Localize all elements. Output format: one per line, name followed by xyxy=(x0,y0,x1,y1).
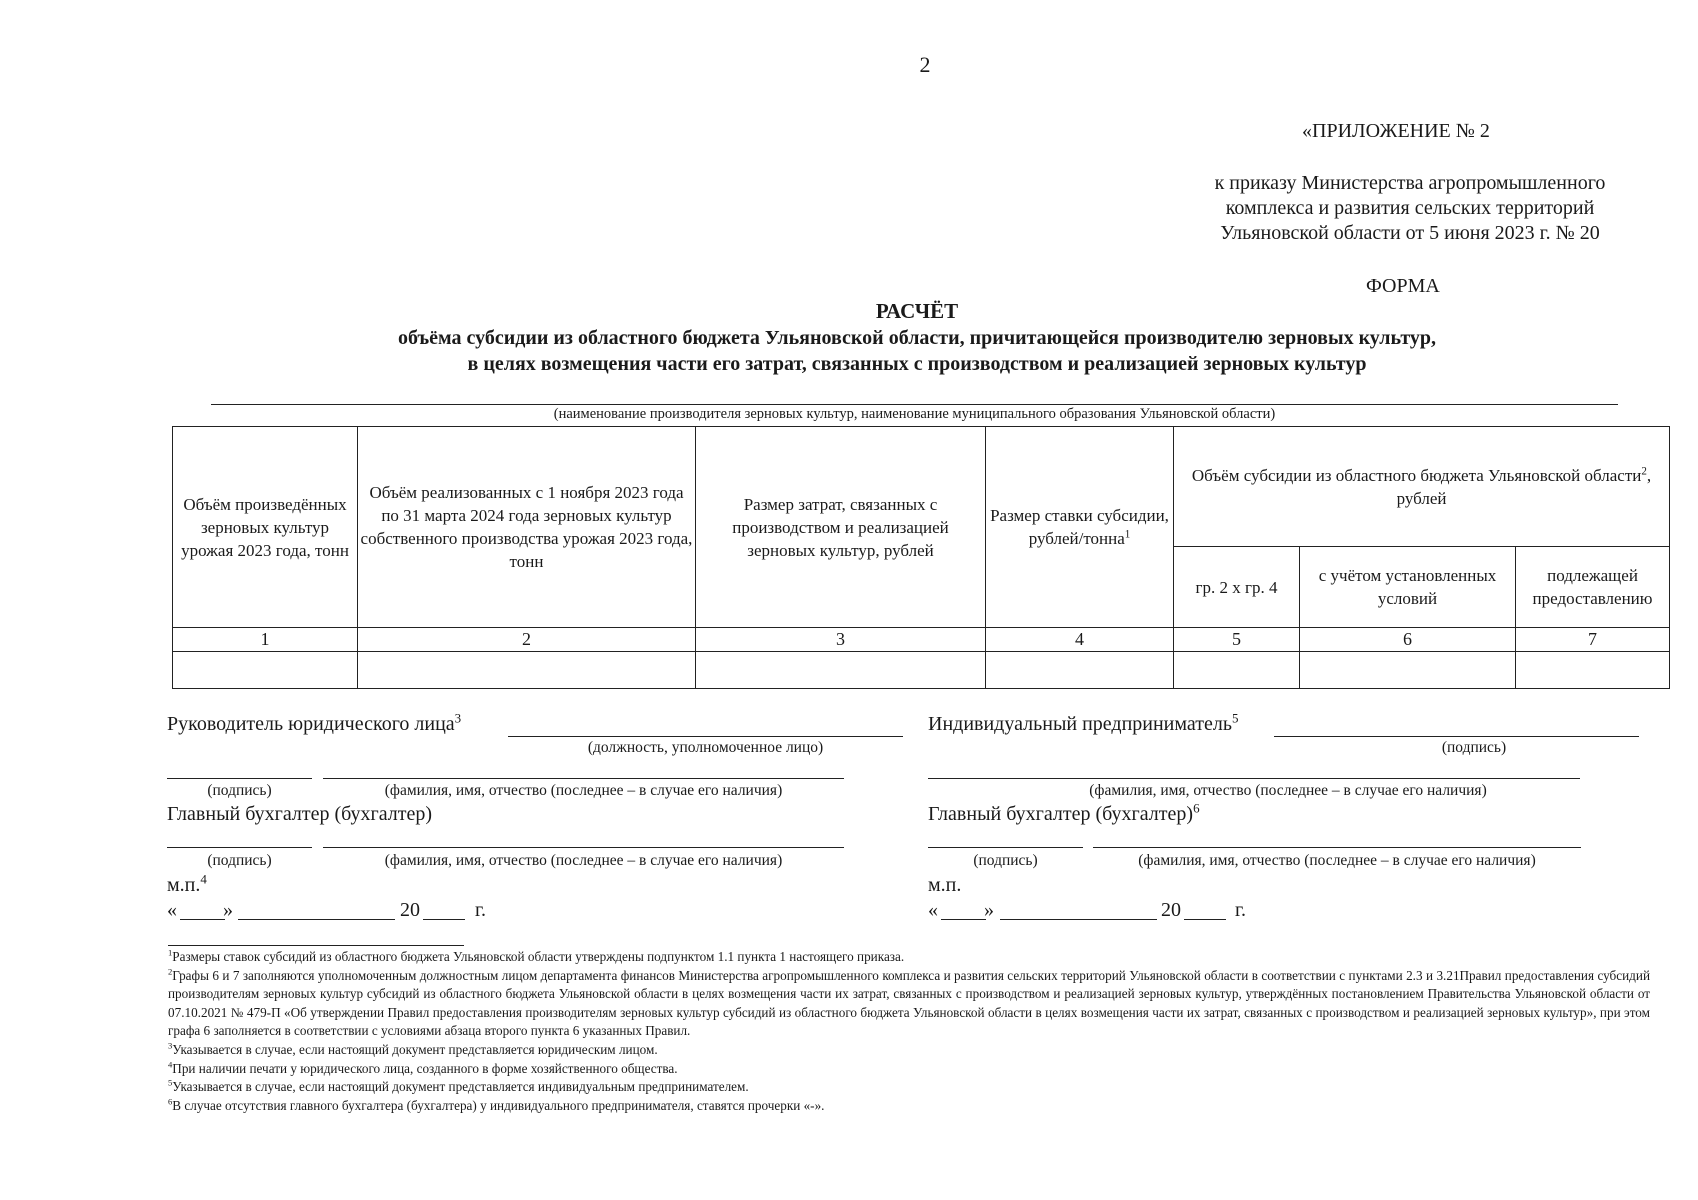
column-numbers-row xyxy=(173,628,1670,651)
month-line[interactable] xyxy=(238,919,395,920)
full-name-caption: (фамилия, имя, отчество (последнее – в случае его наличия) xyxy=(1138,852,1536,869)
data-row xyxy=(173,651,1670,688)
year-line[interactable] xyxy=(1184,919,1226,920)
column-number: 6 xyxy=(1300,628,1516,651)
data-cell[interactable] xyxy=(173,651,358,688)
year-line[interactable] xyxy=(423,919,465,920)
column-number: 3 xyxy=(696,628,986,651)
position-caption: (должность, уполномоченное лицо) xyxy=(587,739,824,756)
year-suffix: г. xyxy=(1235,899,1246,921)
footnote-ref: 2 xyxy=(1641,465,1647,478)
header-col-2: Объём реализованных с 1 ноября 2023 года по 31 марта 2024 года зерновых культур собственного производства урожая 2023 года, тонн xyxy=(358,427,696,628)
footnote: $^4$При наличии печати у юридического лица, созданного в форме хозяйственного общества. xyxy=(168,1059,678,1076)
position-line[interactable] xyxy=(508,736,903,737)
month-line[interactable] xyxy=(1000,919,1157,920)
appendix-title: «ПРИЛОЖЕНИЕ № 2 xyxy=(1302,120,1490,142)
form-label: ФОРМА xyxy=(1366,275,1440,297)
year-prefix: 20 xyxy=(1161,899,1181,921)
footnote-ref: 4 xyxy=(200,871,207,887)
signature-line[interactable] xyxy=(167,847,312,848)
page-number: 2 xyxy=(919,52,931,77)
column-number: 1 xyxy=(173,628,358,651)
chief-accountant-label: Главный бухгалтер (бухгалтер) xyxy=(167,803,433,825)
footnote: $^2$Графы 6 и 7 заполняются уполномоченным должностным лицом департамента финансов Министерства агропромышленного комплекса и развития сельских территорий Ульяновской области в соответствии с пунктами 2.3 и 3.21Правил предоставления субсидий производителям зерновых культур субсидий из областного бюджета Ульяновской области в целях возмещения части их затрат, связанных с производством и реализацией зерновых культур, утверждённых постановлением Правительства Ульяновской области от 07.10.2021 № 479-П «Об утверждении Правил предоставления производителям зерновых культур субсидий из областного бюджета Ульяновской области в целях возмещения части их затрат, связанных с производством и реализацией зерновых культур», при этом графа 6 заполняется в соответствии с условиями абзаца второго пункта 6 указанных Правил. xyxy=(168,966,1650,1039)
full-name-line[interactable] xyxy=(1093,847,1581,848)
date-quote-open: « xyxy=(928,899,938,921)
signature-line[interactable] xyxy=(167,778,312,779)
signature-line[interactable] xyxy=(928,847,1083,848)
appendix-ref-line: комплекса и развития сельских территорий xyxy=(1225,197,1595,219)
entrepreneur-label: Индивидуальный предприниматель$^5$ xyxy=(928,710,1239,735)
header-group-subsidy xyxy=(1174,427,1670,547)
signature-caption: (подпись) xyxy=(1441,739,1507,756)
column-number: 4 xyxy=(986,628,1174,651)
footnote-separator xyxy=(168,945,464,946)
data-cell[interactable] xyxy=(1300,651,1516,688)
producer-name-line xyxy=(211,404,1618,405)
footnotes xyxy=(168,948,1650,1115)
full-name-caption: (фамилия, имя, отчество (последнее – в случае его наличия) xyxy=(1089,782,1487,799)
footnote-ref: 5 xyxy=(1231,710,1239,726)
column-number: 2 xyxy=(358,628,696,651)
appendix-ref-line: Ульяновской области от 5 июня 2023 г. № 20 xyxy=(1220,222,1600,244)
column-number: 5 xyxy=(1174,628,1300,651)
full-name-line[interactable] xyxy=(323,847,844,848)
header-col-3: Размер затрат, связанных с производством и реализацией зерновых культур, рублей xyxy=(696,427,986,628)
head-of-legal-entity-label: Руководитель юридического лица$^3$ xyxy=(167,710,462,735)
footnote-ref: 6 xyxy=(1193,800,1200,816)
producer-caption: (наименование производителя зерновых культур, наименование муниципального образования Ульяновской области) xyxy=(553,406,1276,422)
document-title: РАСЧЁТ xyxy=(875,299,959,323)
footnote: $^1$Размеры ставок субсидий из областного бюджета Ульяновской области утверждены подпунктом 1.1 пункта 1 настоящего приказа. xyxy=(168,947,905,964)
subtitle-line: объёма субсидии из областного бюджета Ульяновской области, причитающейся производителю зерновых культур, xyxy=(397,327,1437,349)
data-cell[interactable] xyxy=(358,651,696,688)
signature-caption: (подпись) xyxy=(207,782,272,799)
date-quote-open: « xyxy=(167,899,177,921)
chief-accountant-label: Главный бухгалтер (бухгалтер)$^6$ xyxy=(928,800,1200,825)
signature-line[interactable] xyxy=(1274,736,1639,737)
date-quote-close: » xyxy=(984,899,994,921)
header-group-tail: , рублей xyxy=(1396,465,1652,508)
header-col-7: подлежащей предоставлению xyxy=(1516,547,1670,628)
full-name-caption: (фамилия, имя, отчество (последнее – в случае его наличия) xyxy=(384,782,783,799)
appendix-reference xyxy=(1170,171,1650,246)
data-cell[interactable] xyxy=(986,651,1174,688)
header-col-6: с учётом установленных условий xyxy=(1300,547,1516,628)
data-cell[interactable] xyxy=(1174,651,1300,688)
data-cell[interactable] xyxy=(696,651,986,688)
full-name-line[interactable] xyxy=(928,778,1580,779)
header-col-5: гр. 2 х гр. 4 xyxy=(1174,547,1300,628)
footnote: $^5$Указывается в случае, если настоящий документ представляется индивидуальным предпринимателем. xyxy=(168,1077,749,1095)
signature-caption: (подпись) xyxy=(207,852,272,869)
year-suffix: г. xyxy=(475,899,486,921)
year-prefix: 20 xyxy=(400,899,420,921)
data-cell[interactable] xyxy=(1516,651,1670,688)
stamp-mark: м.п.$^4$ xyxy=(167,871,207,896)
appendix-ref-line: к приказу Министерства агропромышленного xyxy=(1214,172,1606,194)
column-number: 7 xyxy=(1516,628,1670,651)
signature-caption: (подпись) xyxy=(973,852,1038,869)
day-line[interactable] xyxy=(941,919,986,920)
full-name-caption: (фамилия, имя, отчество (последнее – в случае его наличия) xyxy=(384,852,783,869)
header-col-4-text: Размер ставки субсидии, рублей/тонна xyxy=(990,506,1169,549)
footnote-ref: 1 xyxy=(1124,528,1131,541)
document-subtitle xyxy=(200,325,1634,377)
header-col-1: Объём произведённых зерновых культур урожая 2023 года, тонн xyxy=(173,427,358,628)
footnote-ref: 3 xyxy=(454,710,462,726)
full-name-line[interactable] xyxy=(323,778,844,779)
header-group-text: Объём субсидии из областного бюджета Ульяновской области xyxy=(1191,465,1642,485)
stamp-mark: м.п. xyxy=(928,874,962,896)
calculation-table xyxy=(172,426,1670,689)
day-line[interactable] xyxy=(180,919,225,920)
subtitle-line: в целях возмещения части его затрат, связанных с производством и реализацией зерновых культур xyxy=(467,353,1367,375)
header-col-4 xyxy=(986,427,1174,628)
footnote: $^6$В случае отсутствия главного бухгалтера (бухгалтера) у индивидуального предпринимателя, ставятся прочерки «-». xyxy=(168,1096,825,1113)
footnote: $^3$Указывается в случае, если настоящий документ представляется юридическим лицом. xyxy=(168,1040,658,1057)
date-quote-close: » xyxy=(223,899,233,921)
